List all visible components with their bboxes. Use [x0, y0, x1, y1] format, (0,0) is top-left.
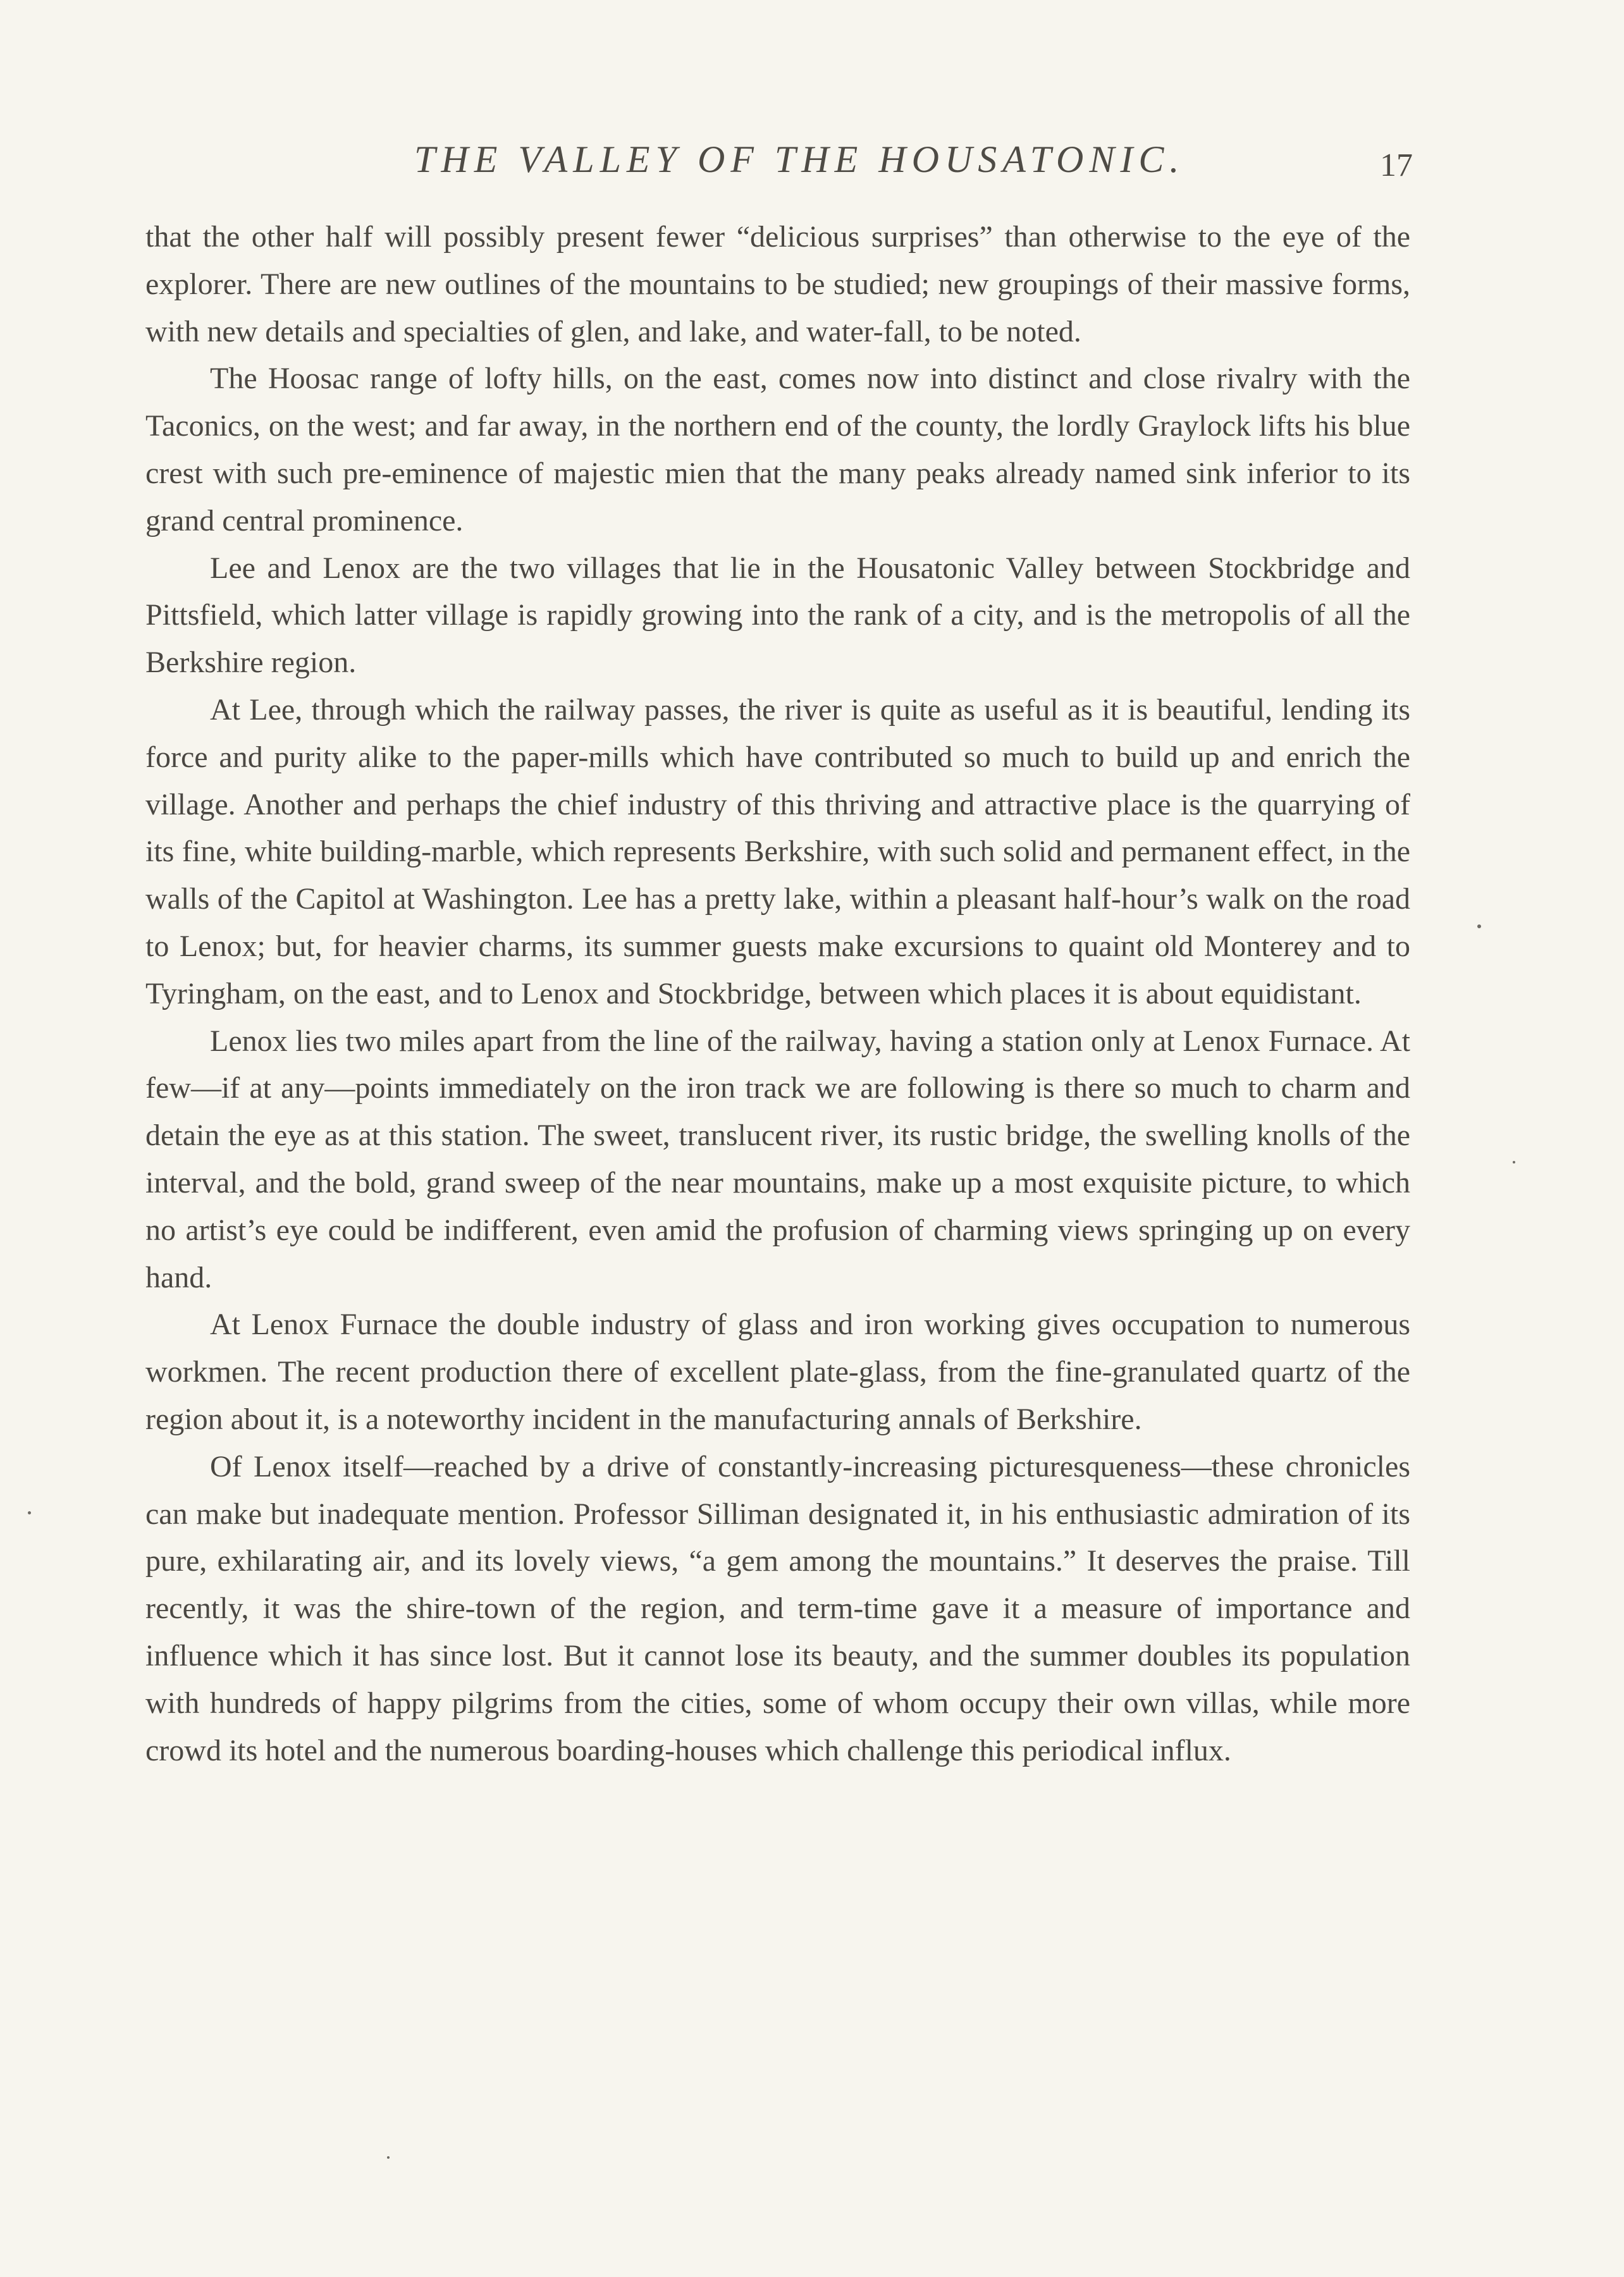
paragraph-lenox-station: Lenox lies two miles apart from the line of the railway, having a station only at Lenox Furnace. At few—if at any—points immediately on the iron track we are following is there so much to charm and detain the eye as at this station. The sweet, translucent river, its rustic bridge, the swelling knolls of the interval, and the bold, grand sweep of the near mountains, make up a most exquisite picture, to which no artist’s eye could be indifferent, even amid the profusion of charming views springing up on every hand.	[145, 1024, 1410, 1294]
paper-speck	[1513, 1161, 1515, 1163]
paragraph-at-lee: At Lee, through which the railway passes, the river is quite as useful as it is beautiful, lending its force and purity alike to the paper-mills which have contributed so much to build up and enrich the village. Another and perhaps the chief industry of this thriving and attractive place is the quarrying of its fine, white building-marble, which represents Berkshire, with such solid and permanent effect, in the walls of the Capitol at Washington. Lee has a pretty lake, within a pleasant half-hour’s walk on the road to Lenox; but, for heavier charms, its summer guests make excursions to quaint old Monterey and to Tyringham, on the east, and to Lenox and Stockbridge, between which places it is about equidistant.	[145, 692, 1410, 1010]
paragraph-lenox-furnace: At Lenox Furnace the double industry of glass and iron working gives occupation to numerous workmen. The recent production there of excellent plate-glass, from the fine-granulated quartz of the region about it, is a noteworthy incident in the manufacturing annals of Berkshire.	[145, 1308, 1410, 1436]
paragraph-lenox-itself: Of Lenox itself—reached by a drive of constantly-increasing picturesqueness—these chronicles can make but inadequate mention. Professor Silliman designated it, in his enthusiastic admiration of its pure, exhilarating air, and its lovely views, “a gem among the mountains.” It deserves the praise. Till recently, it was the shire-town of the region, and term-time gave it a measure of importance and influence which it has since lost. But it cannot lose its beauty, and the summer doubles its population with hundreds of happy pilgrims from the cities, some of whom occupy their own villas, while more crowd its hotel and the numerous boarding-houses which challenge this periodical influx.	[145, 1449, 1410, 1767]
paragraph-hoosac-range: The Hoosac range of lofty hills, on the east, comes now into distinct and close rivalry with the Taconics, on the west; and far away, in the northern end of the county, the lordly Graylock lifts his blue crest with such pre-eminence of majestic mien that the many peaks already named sink inferior to its grand central prominence.	[145, 362, 1410, 537]
paper-speck	[28, 1511, 31, 1514]
paper-speck	[387, 2156, 390, 2159]
body-text	[145, 214, 1410, 1774]
paper-speck	[1477, 924, 1481, 928]
running-title: THE VALLEY OF THE HOUSATONIC.	[414, 138, 1185, 180]
paragraph-continued: that the other half will possibly present fewer “delicious surprises” than otherwise to the eye of the explorer. There are new outlines of the mountains to be studied; new groupings of their massive forms, with new details and specialties of glen, and lake, and water-fall, to be noted.	[145, 220, 1410, 348]
paragraph-lee-and-lenox: Lee and Lenox are the two villages that lie in the Housatonic Valley between Stockbridge and Pittsfield, which latter village is rapidly growing into the rank of a city, and is the metropolis of all the Berkshire region.	[145, 551, 1410, 680]
page-number: 17	[1380, 147, 1413, 183]
